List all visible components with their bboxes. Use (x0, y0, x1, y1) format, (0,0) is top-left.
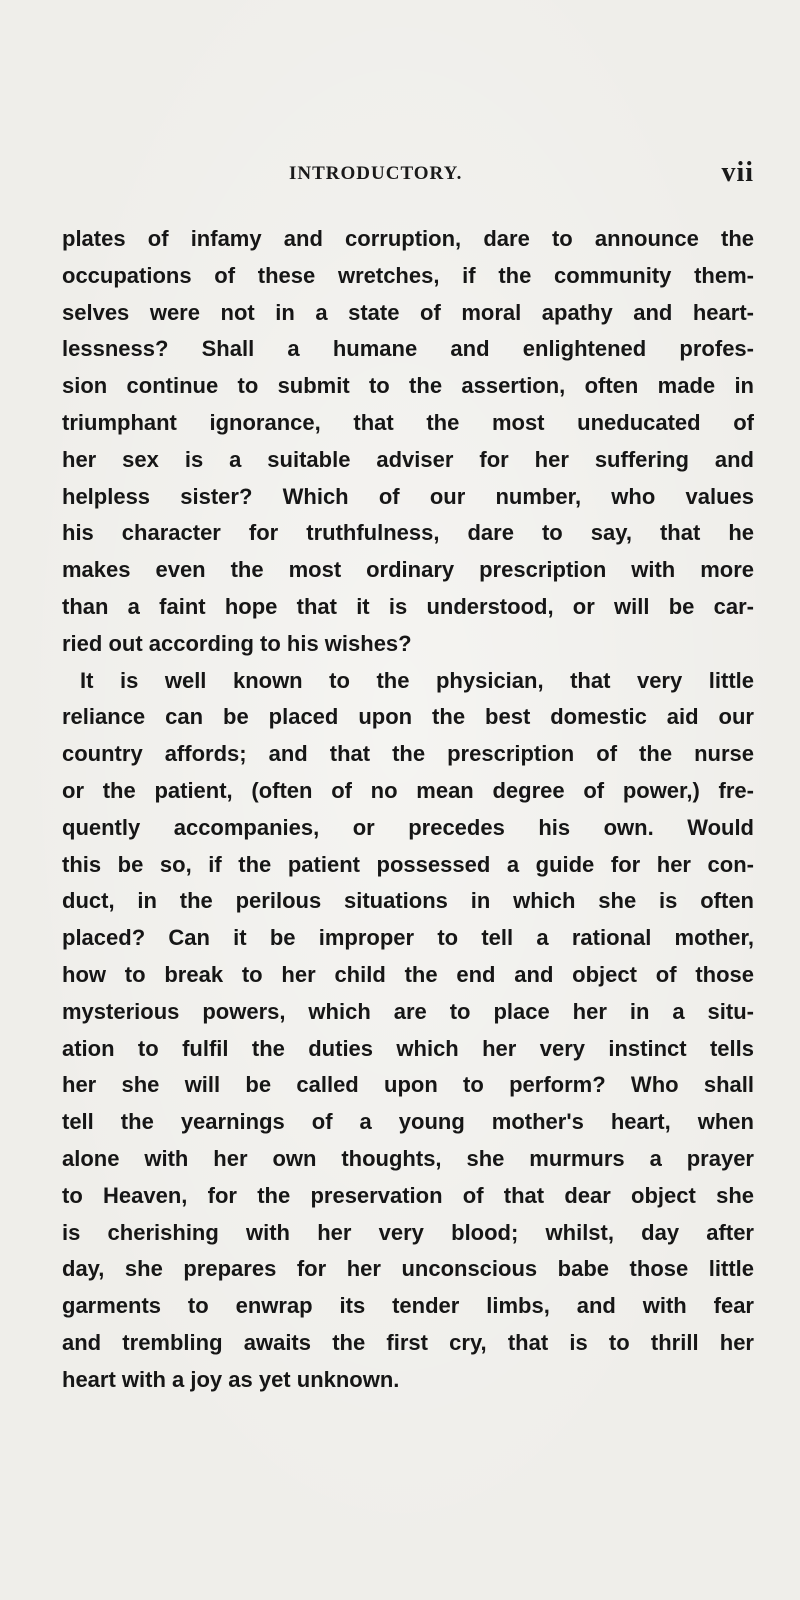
text-line: It is well known to the physician, that very little (80, 667, 754, 693)
text-line: mysterious powers, which are to place her in a situ- (62, 998, 754, 1024)
text-line: or the patient, (often of no mean degree of power,) fre- (62, 777, 754, 803)
text-line: quently accompanies, or precedes his own. Would (62, 814, 754, 840)
body-text (62, 221, 754, 1399)
text-line: his character for truthfulness, dare to say, that he (62, 520, 754, 546)
text-line: and trembling awaits the first cry, that is to thrill her (62, 1329, 754, 1355)
text-line: plates of infamy and corruption, dare to announce the (62, 226, 754, 251)
text-line: ation to fulfil the duties which her very instinct tells (62, 1035, 754, 1061)
text-line: helpless sister? Which of our number, who values (62, 483, 754, 509)
text-line: her sex is a suitable adviser for her suffering and (62, 446, 754, 472)
text-line: to Heaven, for the preservation of that dear object she (62, 1182, 754, 1208)
text-line: heart with a joy as yet unknown. (62, 1366, 400, 1392)
text-line: alone with her own thoughts, she murmurs a prayer (62, 1145, 754, 1171)
text-line: lessness? Shall a humane and enlightened profes- (62, 336, 754, 362)
text-line: how to break to her child the end and object of those (62, 961, 754, 987)
running-head (62, 157, 754, 193)
text-line: occupations of these wretches, if the community them- (62, 262, 754, 288)
text-line: selves were not in a state of moral apathy and heart- (62, 299, 754, 325)
text-line: her she will be called upon to perform? Who shall (62, 1072, 754, 1098)
text-line: makes even the most ordinary prescription with more (62, 557, 754, 583)
text-line: ried out according to his wishes? (62, 630, 412, 656)
text-line: triumphant ignorance, that the most uneducated of (62, 409, 754, 435)
text-line: reliance can be placed upon the best domestic aid our (62, 704, 754, 730)
text-line: this be so, if the patient possessed a guide for her con- (62, 851, 754, 877)
text-line: country affords; and that the prescription of the nurse (62, 741, 754, 767)
text-line: day, she prepares for her unconscious babe those little (62, 1256, 754, 1282)
text-line: duct, in the perilous situations in which she is often (62, 888, 754, 914)
text-line: garments to enwrap its tender limbs, and with fear (62, 1293, 754, 1319)
text-line: tell the yearnings of a young mother's heart, when (62, 1109, 754, 1135)
text-line: sion continue to submit to the assertion, often made in (62, 373, 754, 399)
text-line: than a faint hope that it is understood, or will be car- (62, 593, 754, 619)
running-title: INTRODUCTORY. (289, 163, 463, 184)
text-line: is cherishing with her very blood; whilst, day after (62, 1219, 754, 1245)
page-number: vii (721, 157, 754, 188)
text-line: placed? Can it be improper to tell a rational mother, (62, 925, 754, 951)
